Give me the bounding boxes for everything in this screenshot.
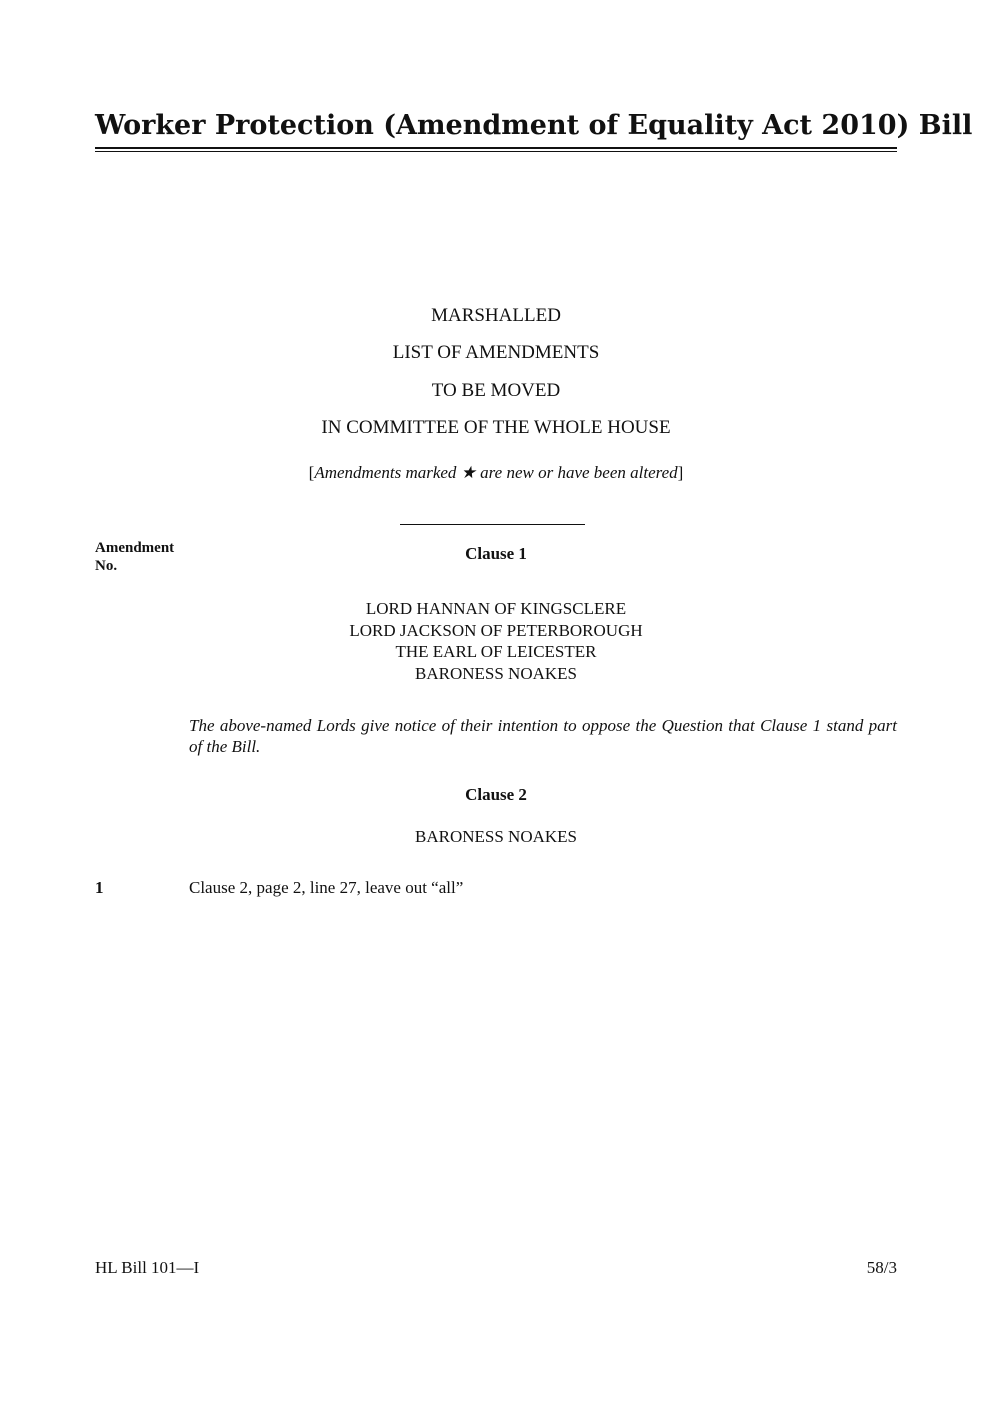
clause-2-sponsors (95, 826, 897, 848)
sponsor-name: BARONESS NOAKES (415, 827, 577, 846)
amendment-number: 1 (95, 878, 104, 897)
heading-line-list-of-amendments: LIST OF AMENDMENTS (392, 342, 600, 363)
heading-line-committee: IN COMMITTEE OF THE WHOLE HOUSE (321, 417, 671, 438)
note-close-bracket: ] (677, 463, 684, 482)
section-divider (400, 524, 585, 525)
bill-title: Worker Protection (Amendment of Equality Act 2010) Bill (95, 110, 973, 141)
sponsor-name: LORD JACKSON OF PETERBOROUGH (349, 620, 643, 640)
note-open-bracket: [ (308, 463, 315, 482)
sponsor-name: THE EARL OF LEICESTER (395, 642, 597, 661)
amendment-label-line2: No. (95, 558, 118, 574)
heading-line-marshalled: MARSHALLED (431, 305, 561, 326)
clause-2-heading: Clause 2 (465, 785, 527, 804)
heading-line-to-be-moved: TO BE MOVED (431, 380, 561, 401)
clause-1-opposition-notice: The above-named Lords give notice of their intention to oppose the Question that Clause 1 stand part of the Bill. (189, 716, 897, 756)
amendment-text: Clause 2, page 2, line 27, leave out “all” (189, 878, 464, 897)
footer-bill-reference: HL Bill 101—I (95, 1258, 200, 1277)
note-text: Amendments marked ★ are new or have been altered (314, 463, 678, 482)
title-rule-thin (95, 151, 897, 152)
footer-page-reference: 58/3 (866, 1258, 897, 1277)
amendment-label-line1: Amendment (95, 540, 175, 556)
sponsor-name: BARONESS NOAKES (415, 663, 577, 683)
clause-1-sponsors (95, 598, 897, 684)
title-rule-thick (95, 147, 897, 149)
amendments-note (95, 461, 897, 485)
sponsor-name: LORD HANNAN OF KINGSCLERE (365, 599, 627, 618)
clause-1-heading: Clause 1 (465, 544, 527, 563)
